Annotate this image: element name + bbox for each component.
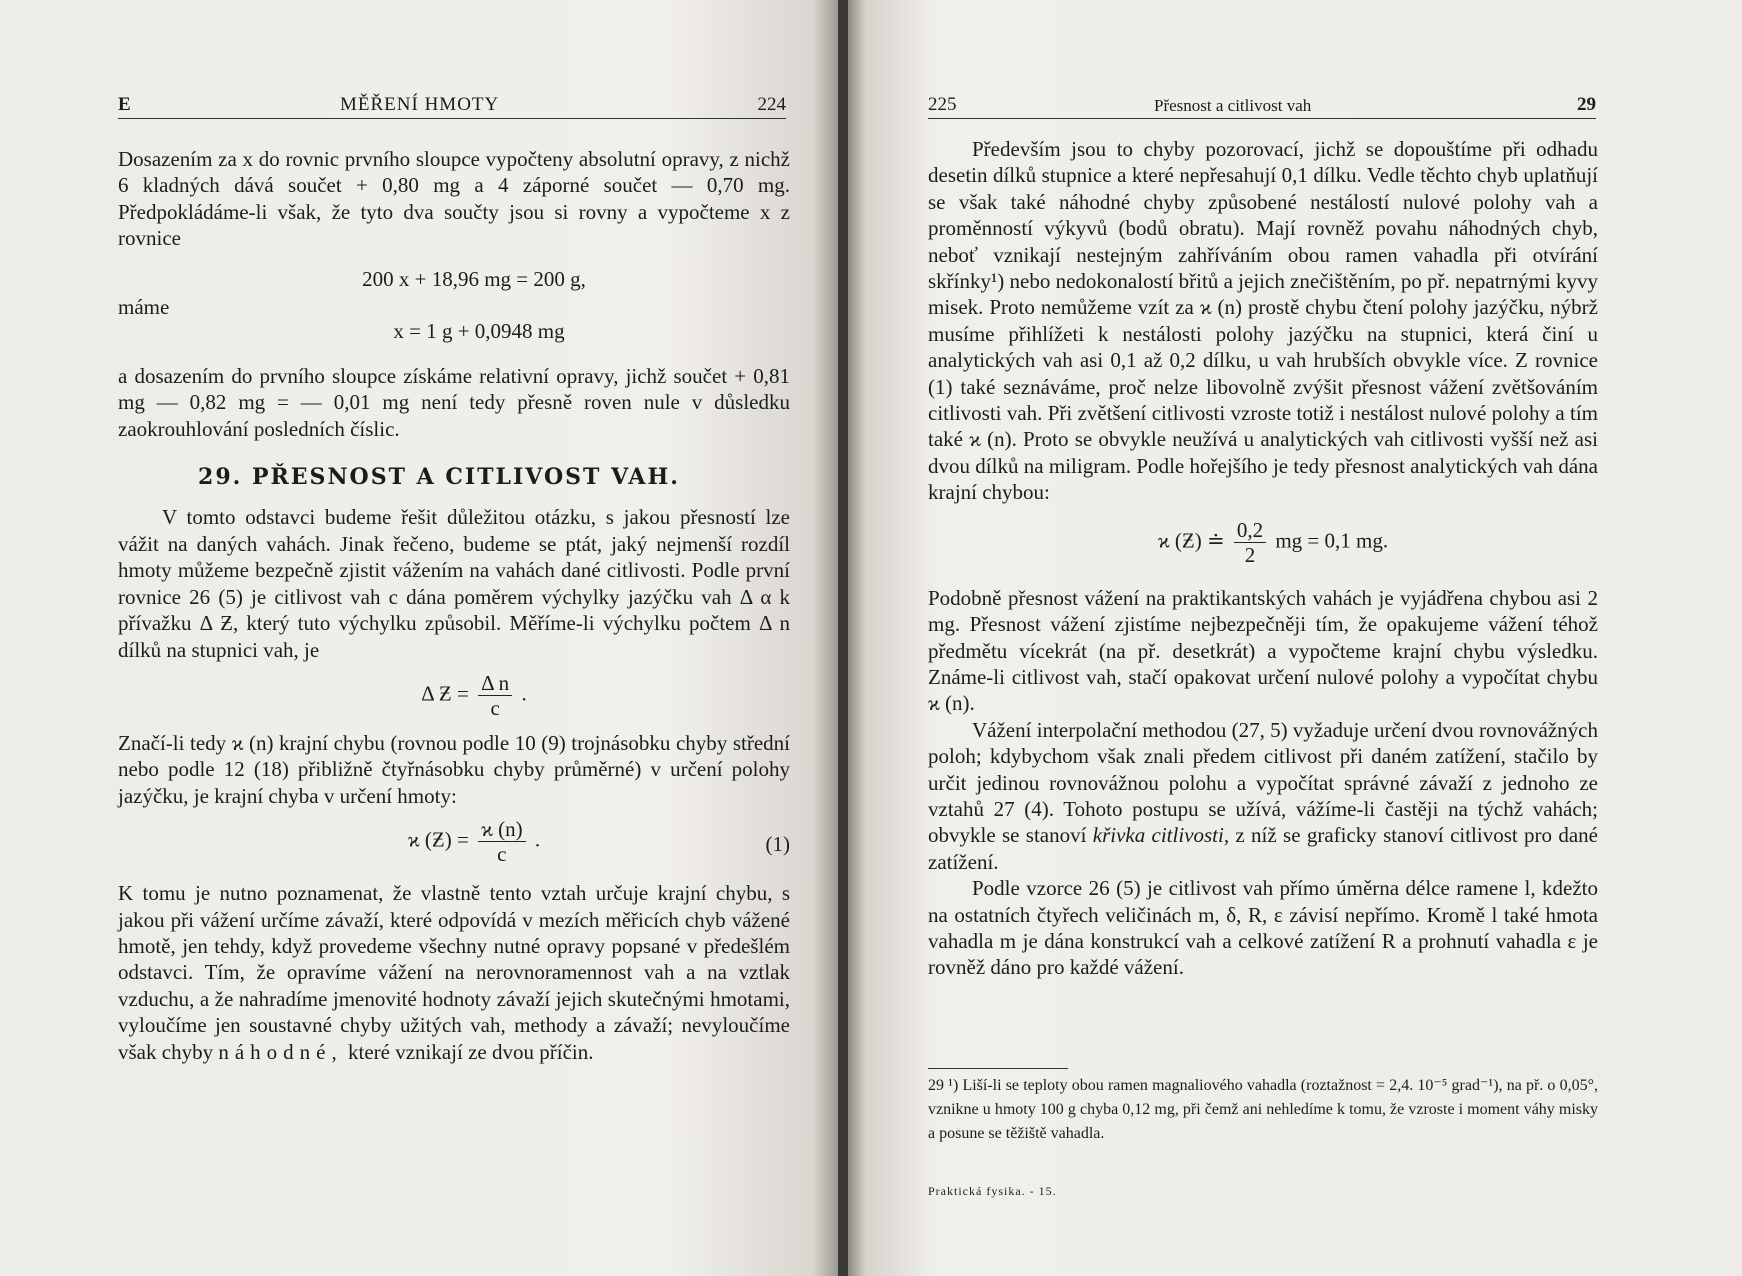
- equation-lhs: ϰ (Ƶ) ≐: [1157, 528, 1225, 552]
- paragraph: [928, 717, 1598, 875]
- fraction-denominator: c: [497, 842, 507, 867]
- header-letter: E: [118, 94, 131, 115]
- right-page-header: [928, 88, 1596, 119]
- paragraph: [118, 880, 790, 1065]
- equation-lhs: ϰ (Ƶ) =: [407, 827, 469, 852]
- paragraph: a dosazením do prvního sloupce získáme relativní opravy, jichž součet + 0,81 mg — 0,82 mg = — 0,01 mg není tedy přesně roven nule v důsledku zaokrouhlování posledních číslic.: [118, 363, 790, 441]
- left-page-header: [118, 88, 786, 119]
- section-number: 29: [1577, 94, 1596, 115]
- equation: x = 1 g + 0,0948 mg: [393, 319, 565, 344]
- paragraph: Značí-li tedy ϰ (n) krajní chybu (rovnou podle 10 (9) trojnásobku chyby střední nebo podle 12 (18) přibližně čtyřnásobku chyby průměrné) v určení polohy jazýčku, je krajní chyba v určení hmoty:: [118, 730, 790, 808]
- equation: [118, 671, 790, 720]
- paragraph-text: Vážení interpolační methodou (27, 5) vyžaduje určení dvou rovnovážných poloh; kdybychom však znali předem citlivost při daném zatížení, stačilo by určit jedinou rovnovážnou polohu a vypočítat správné závaží z jednoho ze vztahů 27 (4). Tohoto postupu se užívá, vážíme-li častěji na týchž vahách; obvykle se stanoví: [928, 717, 1598, 848]
- fraction-denominator: 2: [1244, 542, 1256, 567]
- paragraph-text: z níž se graficky stanoví citlivost pro dané zatížení.: [928, 823, 1598, 874]
- paragraph-text: které vznikají ze dvou příčin.: [342, 1039, 594, 1064]
- right-page-body: [928, 136, 1598, 981]
- equation-tail: .: [521, 681, 527, 706]
- fraction: [478, 817, 526, 866]
- fraction-denominator: c: [490, 695, 500, 720]
- header-title: Přesnost a citlivost vah: [1154, 96, 1312, 115]
- page-number: 224: [757, 94, 786, 115]
- footer-signature: Praktická fysika. - 15.: [928, 1184, 1057, 1198]
- fraction: [478, 671, 512, 720]
- italic-emphasis: křivka citlivosti,: [1092, 823, 1230, 848]
- paragraph-text: K tomu je nutno poznamenat, že vlastně tento vztah určuje krajní chybu, s jakou při vážení určíme závaží, které odpovídá v mezích měřicích chyb vážené hmotě, jen tehdy, když provedeme všechny nutné opravy popsané v předešlém odstavci. Tím, že opravíme vážení na nerovnoramennost vah a na vztlak vzduchu, a že nahradíme jmenovité hodnoty závaží jejich skutečnými hmotami, vyloučíme jen soustavné chyby užitých vah, methody a závaží; nevyloučíme však chyby: [118, 881, 790, 1064]
- footnote-rule: [928, 1068, 1068, 1069]
- paragraph: Podle vzorce 26 (5) je citlivost vah přímo úměrna délce ramene l, kdežto na ostatních čtyřech veličinách m, δ, R, ε závisí nepřímo. Kromě l také hmota vahadla m je dána konstrukcí vah a celkové zatížení R a prohnutí vahadla ε je rovněž dáno pro každé vážení.: [928, 876, 1598, 980]
- page-number: 225: [928, 94, 957, 115]
- equation-number: (1): [765, 832, 790, 857]
- paragraph: Podobně přesnost vážení na praktikantských vahách je vyjádřena chybou asi 2 mg. Přesnost vážení zjistíme nejbezpečněji tím, že opakujeme vážení téhož předmětu vícekrát (na př. desetkrát) a vypočteme krajní chybu výsledku. Známe-li citlivost vah, stačí opakovat určení nulové polohy a vypočítat chybu ϰ (n).: [928, 585, 1598, 716]
- left-page: [0, 0, 838, 1276]
- spaced-emphasis: náhodné,: [218, 1039, 343, 1064]
- equation-lhs: Δ Ƶ =: [421, 681, 469, 706]
- equation: 200 x + 18,96 mg = 200 g,: [362, 266, 586, 291]
- paragraph: Především jsou to chyby pozorovací, jichž se dopouštíme při odhadu desetin dílků stupnice a které nepřesahují 0,1 dílku. Vedle těchto chyb uplatňují se však také náhodné chyby způsobené nestálostí nulové polohy vah a proměnností výkyvů (bodů obratu). Mají rovněž povahu náhodných chyb, neboť vznikají nestejným zahříváním obou ramen vahadla při otvírání skřínky¹) nebo nedokonalostí břitů a jejich znečištěním, po př. nepatrnými kyvy misek. Proto nemůžeme vzít za ϰ (n) prostě chybu čtení polohy jazýčku, nýbrž musíme přihlížeti k nestálosti polohy jazýčku na stupnici, která činí u analytických vah asi 0,1 až 0,2 dílku, u vah hrubších obvykle více. Z rovnice (1) také seznáváme, proč nelze libovolně zvýšit přesnost vážení zvětšováním citlivosti vah. Při zvětšení citlivosti vzroste totiž i nestálost nulové polohy a tím také ϰ (n). Proto se obvykle neužívá u analytických vah citlivosti vyšší než asi dvou dílků na miligram. Podle hořejšího je tedy přesnost analytických vah dána krajní chybou:: [928, 137, 1598, 505]
- equation-tail: .: [534, 827, 541, 852]
- equation: [118, 817, 790, 866]
- header-title: MĚŘENÍ HMOTY: [340, 94, 500, 115]
- fraction-numerator: ϰ (n): [478, 817, 526, 842]
- right-page: [848, 0, 1742, 1276]
- paragraph: V tomto odstavci budeme řešit důležitou otázku, s jakou přesností lze vážit na daných vahách. Jinak řečeno, budeme se ptát, jaký nejmenší rozdíl hmoty můžeme bezpečně zjistit vážením na vahách dané citlivosti. Podle první rovnice 26 (5) je citlivost vah c dána poměrem výchylky jazýčku vah Δ α k přívažku Δ Ƶ, který tuto výchylku způsobil. Měříme-li výchylku počtem Δ n dílků na stupnici vah, je: [118, 505, 790, 662]
- text-mame: máme: [118, 295, 170, 320]
- equation: [928, 518, 1598, 567]
- left-page-body: [118, 146, 790, 1065]
- fraction: [1234, 518, 1266, 567]
- fraction-numerator: Δ n: [478, 671, 512, 696]
- fraction-numerator: 0,2: [1234, 518, 1266, 543]
- equation-tail: mg = 0,1 mg.: [1275, 528, 1389, 552]
- section-title: 29. PŘESNOST A CITLIVOST VAH.: [198, 464, 680, 491]
- paragraph: Dosazením za x do rovnic prvního sloupce vypočteny absolutní opravy, z nichž 6 kladných dává součet + 0,80 mg a 4 záporné součet — 0,70 mg. Předpokládáme-li však, že tyto dva součty jsou si rovny a vypočteme x z rovnice: [118, 147, 790, 251]
- book-gutter: [838, 0, 848, 1276]
- footnote: 29 ¹) Liší-li se teploty obou ramen magnaliového vahadla (roztažnost = 2,4. 10⁻⁵ grad⁻¹), na př. o 0,05°, vznikne u hmoty 100 g chyba 0,12 mg, při čemž ani nehledíme k tomu, že vzroste i moment váhy misky a posune se těžiště vahadla.: [928, 1077, 1598, 1142]
